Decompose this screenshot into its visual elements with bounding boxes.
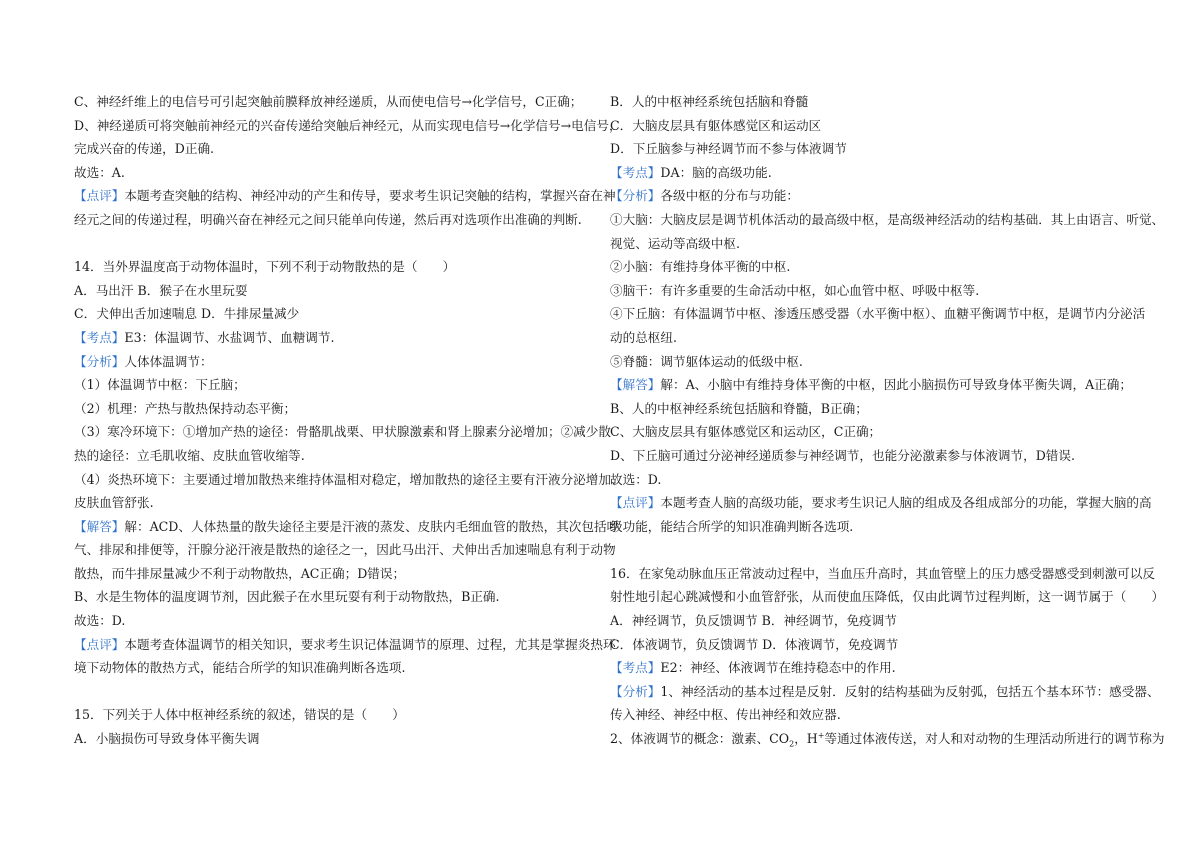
line-text: A．小脑损伤可导致身体平衡失调 (74, 731, 260, 747)
text-line (74, 609, 594, 633)
text-line (74, 585, 594, 609)
text-line (610, 727, 1165, 751)
superscript: + (817, 730, 825, 740)
line-text: ③脑干：有许多重要的生命活动中枢，如心血管中枢、呼吸中枢等. (610, 282, 980, 298)
text-line (74, 420, 611, 444)
section-tag: 【解答】 (74, 518, 125, 534)
line-text: DA：脑的高级功能. (660, 164, 772, 180)
text-line (610, 656, 1130, 680)
text-line (610, 491, 1152, 515)
text-line (610, 444, 1130, 468)
line-text: A．马出汗 B．猴子在水里玩耍 (74, 282, 248, 298)
text-line (610, 397, 1130, 421)
section-tag: 【解答】 (610, 377, 661, 393)
subscript: 2 (789, 739, 795, 749)
line-text: ⑤脊髓：调节躯体运动的低级中枢. (610, 353, 803, 369)
line-text: B．人的中枢神经系统包括脑和脊髓 (610, 94, 809, 109)
line-text: D、神经递质可将突触前神经元的兴奋传递给突触后神经元，从而实现电信号→化学信号→电信号， (74, 117, 622, 133)
line-text: 散热，而牛排尿量减少不利于动物散热，AC正确；D错误； (74, 565, 406, 581)
text-line (74, 302, 594, 326)
paragraph-spacer (74, 680, 594, 704)
line-text: E3：体温调节、水盐调节、血糖调节. (124, 329, 335, 345)
text-line (74, 373, 594, 397)
line-text: 1、神经活动的基本过程是反射．反射的结构基础为反射弧，包括五个基本环节：感受器、 (660, 683, 1160, 699)
line-text: B、水是生物体的温度调节剂，因此猴子在水里玩耍有利于动物散热，B正确. (74, 589, 500, 605)
line-text: 射性地引起心跳减慢和小血管舒张，从而使血压降低，仅由此调节过程判断，这一调节属于（ ） (610, 589, 1165, 605)
text-line (610, 279, 1130, 303)
left-column (74, 90, 624, 751)
text-line (74, 114, 622, 138)
text-line (74, 161, 594, 185)
line-text: 经元之间的传递过程，明确兴奋在神经元之间只能单向传递，然后再对选项作出准确的判断. (74, 211, 582, 227)
text-line (610, 350, 1130, 374)
text-line (74, 491, 594, 515)
right-column (610, 90, 1165, 751)
text-line (74, 727, 594, 751)
line-text: C、大脑皮层具有躯体感觉区和运动区，C正确； (610, 424, 882, 440)
section-tag: 【考点】 (610, 164, 661, 180)
line-text: 故选：D. (74, 613, 126, 629)
text-line (74, 90, 594, 114)
section-tag: 【点评】 (74, 636, 125, 652)
text-line (74, 137, 594, 161)
text-line (610, 680, 1160, 704)
text-line (74, 656, 594, 680)
line-text: 等通过体液传送，对人和对动物的生理活动所进行的调节称为 (824, 731, 1165, 747)
line-text: 解：ACD、人体热量的散失途径主要是汗液的蒸发、皮肤内毛细血管的散热，其次包括呼 (124, 518, 620, 534)
line-text: 气、排尿和排便等，汗腺分泌汗液是散热的途径之一，因此马出汗、犬伸出舌加速喘息有利于动物 (74, 542, 616, 558)
line-text: D．下丘脑参与神经调节而不参与体液调节 (610, 141, 847, 157)
text-line (74, 397, 594, 421)
text-line (74, 208, 594, 232)
text-line (74, 184, 616, 208)
text-line (74, 633, 616, 657)
text-line (610, 609, 1130, 633)
line-text: 本题考查人脑的高级功能，要求考生识记人脑的组成及各组成部分的功能，掌握大脑的高 (660, 495, 1152, 511)
text-line (74, 444, 594, 468)
line-text: 2、体液调节的概念：激素、CO (610, 731, 790, 747)
text-line (610, 562, 1155, 586)
section-tag: 【点评】 (610, 495, 661, 511)
text-line (610, 114, 1130, 138)
section-tag: 【分析】 (610, 683, 661, 699)
text-line (610, 420, 1130, 444)
line-text: 动的总枢纽. (610, 329, 677, 345)
text-line (610, 633, 1130, 657)
line-text: C、神经纤维上的电信号可引起突触前膜释放神经递质，从而使电信号→化学信号，C正确； (74, 94, 583, 109)
text-line (610, 302, 1146, 326)
text-line (74, 279, 594, 303)
text-line (610, 208, 1165, 232)
text-line (74, 562, 594, 586)
line-text: ①大脑：大脑皮层是调节机体活动的最高级中枢，是高级神经活动的结构基础．其上由语言、听觉、 (610, 211, 1165, 227)
line-text: C．大脑皮层具有躯体感觉区和运动区 (610, 117, 822, 133)
line-text: 15．下列关于人体中枢神经系统的叙述，错误的是（ ） (74, 707, 405, 723)
text-line (610, 468, 1130, 492)
text-line (610, 90, 1130, 114)
text-line (610, 373, 1130, 397)
text-line (610, 255, 1130, 279)
line-text: 视觉、运动等高级中枢. (610, 235, 740, 251)
section-tag: 【考点】 (610, 660, 661, 676)
text-line (74, 515, 620, 539)
line-text: 16．在家兔动脉血压正常波动过程中，当血压升高时，其血管壁上的压力感受器感受到刺激可以反 (610, 565, 1155, 581)
text-line (610, 137, 1130, 161)
paragraph-spacer (74, 232, 594, 256)
text-line (610, 161, 1130, 185)
line-text: 级功能，能结合所学的知识准确判断各选项. (610, 518, 854, 534)
line-text: D、下丘脑可通过分泌神经递质参与神经调节，也能分泌激素参与体液调节，D错误. (610, 447, 1075, 463)
line-text: 境下动物体的散热方式，能结合所学的知识准确判断各选项. (74, 660, 406, 676)
text-line (610, 703, 1130, 727)
text-line (74, 326, 594, 350)
text-line (610, 232, 1130, 256)
line-text: A．神经调节，负反馈调节 B．神经调节，免疫调节 (610, 613, 897, 629)
line-text: （1）体温调节中枢：下丘脑； (74, 377, 246, 393)
text-line (610, 585, 1165, 609)
line-text: E2：神经、体液调节在维持稳态中的作用. (660, 660, 896, 676)
text-line (74, 468, 624, 492)
line-text: 14．当外界温度高于动物体温时，下列不利于动物散热的是（ ） (74, 259, 456, 275)
line-text: ④下丘脑：有体温调节中枢、渗透压感受器（水平衡中枢）、血糖平衡调节中枢，是调节内分泌活 (610, 306, 1146, 322)
line-text: 各级中枢的分布与功能： (660, 188, 799, 204)
line-text: （2）机理：产热与散热保持动态平衡； (74, 400, 297, 416)
line-text: 热的途径：立毛肌收缩、皮肤血管收缩等. (74, 447, 305, 463)
line-text: B、人的中枢神经系统包括脑和脊髓，B正确； (610, 400, 868, 416)
text-line (610, 326, 1130, 350)
line-text: 人体体温调节： (124, 353, 213, 369)
line-text: 本题考查突触的结构、神经冲动的产生和传导，要求考生识记突触的结构，掌握兴奋在神 (124, 188, 616, 204)
line-text: 故选：D. (610, 471, 662, 487)
line-text: （4）炎热环境下：主要通过增加散热来维持体温相对稳定，增加散热的途径主要有汗液分泌增加、 (74, 471, 624, 487)
line-text: ②小脑：有维持身体平衡的中枢. (610, 259, 791, 275)
section-tag: 【点评】 (74, 188, 125, 204)
line-text: C．犬伸出舌加速喘息 D．牛排尿量减少 (74, 306, 300, 322)
paragraph-spacer (610, 538, 1130, 562)
line-text: （3）寒冷环境下：①增加产热的途径：骨骼肌战栗、甲状腺激素和肾上腺素分泌增加；②减少散 (74, 424, 611, 440)
section-tag: 【考点】 (74, 329, 125, 345)
section-tag: 【分析】 (74, 353, 125, 369)
line-text: ，H (794, 731, 818, 747)
line-text: 解：A、小脑中有维持身体平衡的中枢，因此小脑损伤可导致身体平衡失调，A正确； (660, 377, 1132, 393)
text-line (74, 350, 594, 374)
text-line (610, 184, 1130, 208)
line-text: 皮肤血管舒张. (74, 495, 154, 511)
section-tag: 【分析】 (610, 188, 661, 204)
line-text: 传入神经、神经中枢、传出神经和效应器. (610, 707, 841, 723)
text-line (74, 255, 594, 279)
text-line (74, 538, 616, 562)
line-text: 本题考查体温调节的相关知识，要求考生识记体温调节的原理、过程，尤其是掌握炎热环 (124, 636, 616, 652)
line-text: 完成兴奋的传递，D正确. (74, 141, 215, 157)
text-line (74, 703, 594, 727)
line-text: 故选：A. (74, 164, 125, 180)
text-line (610, 515, 1130, 539)
line-text: C．体液调节，负反馈调节 D．体液调节，免疫调节 (610, 636, 899, 652)
